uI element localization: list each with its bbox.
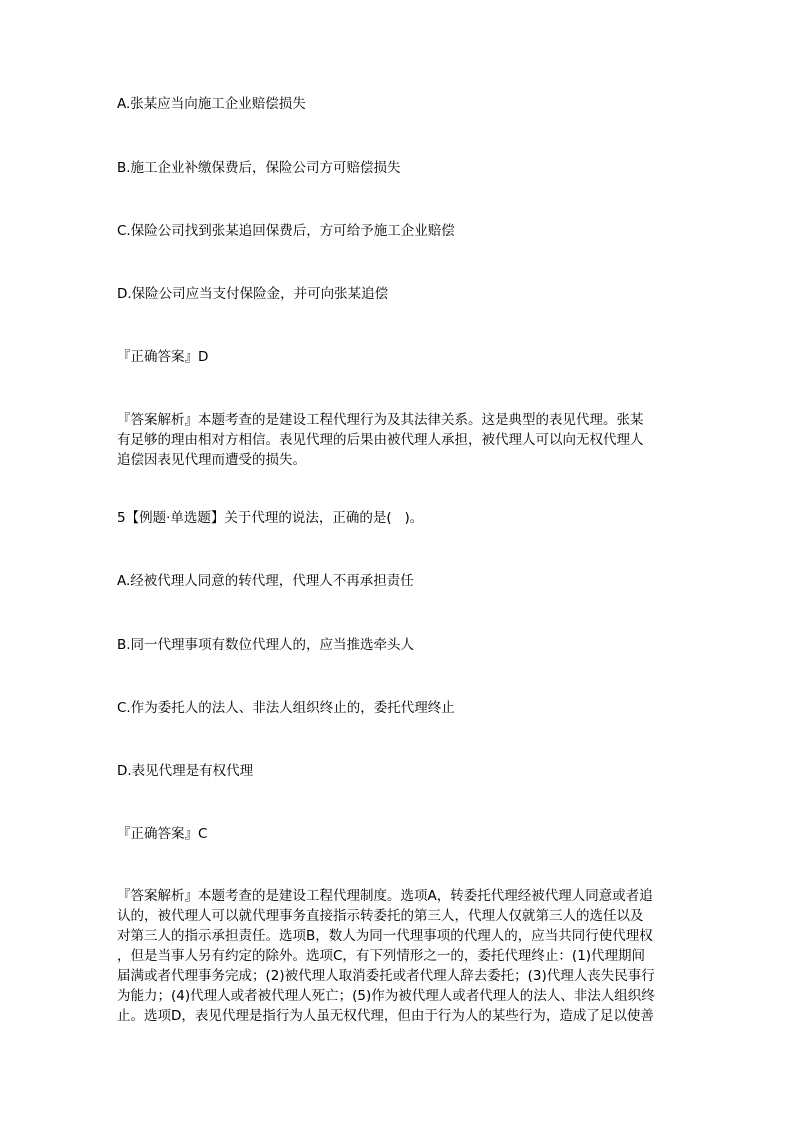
analysis-line: ，但是当事人另有约定的除外。选项C，有下列情形之一的，委托代理终止：(1)代理期间 bbox=[117, 948, 646, 964]
q5-correct-answer: 『正确答案』C bbox=[117, 826, 208, 842]
analysis-line: 认的，被代理人可以就代理事务直接指示转委托的第三人，代理人仅就第三人的选任以及 bbox=[117, 908, 644, 924]
q5-option-b: B.同一代理事项有数位代理人的，应当推选牵头人 bbox=[117, 637, 415, 653]
q4-option-c: C.保险公司找到张某追回保费后，方可给予施工企业赔偿 bbox=[117, 223, 455, 239]
q4-correct-answer: 『正确答案』D bbox=[117, 349, 209, 365]
analysis-line: 『答案解析』本题考查的是建设工程代理行为及其法律关系。这是典型的表见代理。张某 bbox=[117, 412, 644, 428]
analysis-line: 有足够的理由相对方相信。表见代理的后果由被代理人承担，被代理人可以向无权代理人 bbox=[117, 432, 644, 448]
q4-option-b: B.施工企业补缴保费后，保险公司方可赔偿损失 bbox=[117, 160, 401, 176]
analysis-line: 『答案解析』本题考查的是建设工程代理制度。选项A，转委托代理经被代理人同意或者追 bbox=[117, 888, 653, 904]
analysis-line: 为能力；(4)代理人或者被代理人死亡；(5)作为被代理人或者代理人的法人、非法人组织终 bbox=[117, 988, 655, 1004]
analysis-line: 止。选项D，表见代理是指行为人虽无权代理，但由于行为人的某些行为，造成了足以使善 bbox=[117, 1008, 654, 1024]
analysis-line: 届满或者代理事务完成；(2)被代理人取消委托或者代理人辞去委托；(3)代理人丧失民事行 bbox=[117, 968, 655, 984]
analysis-line: 对第三人的指示承担责任。选项B，数人为同一代理事项的代理人的，应当共同行使代理权 bbox=[117, 928, 653, 944]
q5-option-c: C.作为委托人的法人、非法人组织终止的，委托代理终止 bbox=[117, 700, 455, 716]
q5-option-a: A.经被代理人同意的转代理，代理人不再承担责任 bbox=[117, 573, 414, 589]
analysis-line: 追偿因表见代理而遭受的损失。 bbox=[117, 452, 306, 468]
q5-option-d: D.表见代理是有权代理 bbox=[117, 763, 254, 779]
q4-answer-analysis bbox=[117, 410, 677, 470]
q4-option-a: A.张某应当向施工企业赔偿损失 bbox=[117, 96, 306, 112]
q5-question: 5【例题·单选题】关于代理的说法，正确的是( )。 bbox=[117, 510, 424, 526]
q4-option-d: D.保险公司应当支付保险金，并可向张某追偿 bbox=[117, 286, 389, 302]
q5-answer-analysis bbox=[117, 886, 677, 1026]
